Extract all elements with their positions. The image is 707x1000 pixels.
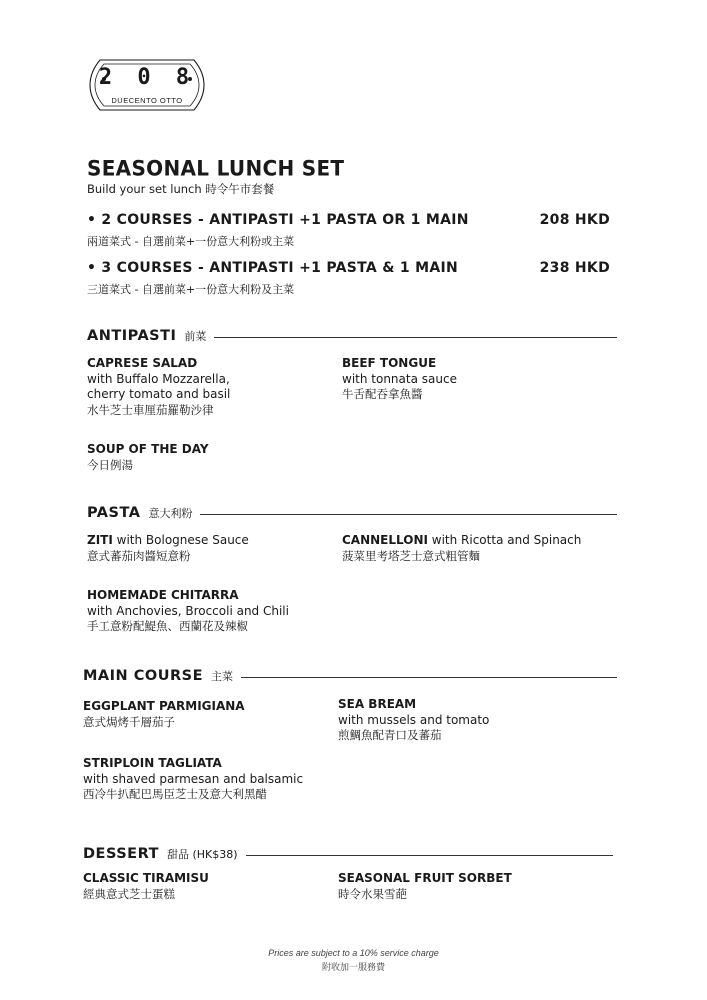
item-zh: 煎鯛魚配青口及蕃茄 (338, 728, 442, 742)
item-zh: 水牛芝士車厘茄羅勒沙律 (87, 402, 214, 417)
item-name: CANNELLONI (342, 533, 428, 547)
item-desc: with tonnata sauce (342, 371, 457, 386)
item-zh: 牛舌配吞拿魚醬 (342, 387, 423, 401)
section-pasta (87, 505, 617, 521)
section-dessert-zh: 甜品 (HK$38) (167, 848, 238, 861)
item-line (342, 533, 581, 549)
menu-item-sea-bream (338, 697, 489, 744)
menu-item-soup-of-the-day (87, 442, 209, 473)
item-name: SEA BREAM (338, 697, 417, 711)
page-title: SEASONAL LUNCH SET (87, 155, 345, 181)
item-zh: 經典意式芝士蛋糕 (83, 886, 175, 901)
section-pasta-name: PASTA (87, 505, 141, 521)
restaurant-logo (86, 54, 208, 116)
item-desc: with Bolognese Sauce (112, 533, 249, 547)
item-name: CAPRESE SALAD (87, 356, 198, 370)
section-divider (246, 855, 613, 856)
menu-item-eggplant-parmigiana (83, 699, 245, 730)
set-2-courses-zh: 兩道菜式 - 自選前菜+一份意大利粉或主菜 (87, 235, 295, 248)
menu-item-classic-tiramisu (83, 871, 209, 902)
section-antipasti-zh: 前菜 (184, 330, 207, 343)
item-name: ZITI (87, 533, 113, 547)
menu-item-ziti (87, 533, 249, 564)
menu-item-homemade-chitarra (87, 588, 289, 635)
page-subtitle: Build your set lunch 時令午市套餐 (87, 182, 275, 196)
set-2-courses-label: • 2 COURSES - ANTIPASTI +1 PASTA OR 1 MAIN (87, 212, 469, 228)
section-main-course (83, 668, 617, 684)
item-desc: with Buffalo Mozzarella, (87, 371, 230, 386)
item-zh: 西冷牛扒配巴馬臣芝士及意大利黑醋 (83, 787, 267, 801)
item-zh: 意式蕃茄肉醬短意粉 (87, 548, 191, 563)
logo-number: 2 0 8 (98, 65, 196, 90)
section-antipasti-name: ANTIPASTI (87, 328, 177, 344)
footer-en: Prices are subject to a 10% service charge (268, 948, 439, 958)
section-antipasti (87, 328, 617, 344)
section-main-name: MAIN COURSE (83, 668, 203, 684)
item-desc: with shaved parmesan and balsamic (83, 771, 304, 786)
item-line (87, 533, 249, 549)
item-name: EGGPLANT PARMIGIANA (83, 699, 245, 713)
item-zh: 今日例湯 (87, 457, 133, 472)
footer-zh: 附收加一服務費 (321, 963, 385, 973)
menu-item-seasonal-fruit-sorbet (338, 871, 512, 902)
item-zh: 意式焗烤千層茄子 (83, 714, 175, 729)
item-zh: 時令水果雪葩 (338, 886, 407, 901)
item-desc: with mussels and tomato (338, 712, 490, 727)
section-dessert-name: DESSERT (83, 846, 159, 862)
footer-service-charge (0, 948, 707, 973)
section-divider (214, 337, 617, 338)
item-name: SEASONAL FRUIT SORBET (338, 871, 512, 885)
section-divider (241, 677, 617, 678)
item-name: CLASSIC TIRAMISU (83, 871, 209, 885)
item-zh: 手工意粉配鯷魚、西蘭花及辣椒 (87, 619, 248, 633)
logo-subtitle: DUECENTO OTTO (111, 96, 183, 105)
menu-item-beef-tongue (342, 356, 457, 403)
item-name: HOMEMADE CHITARRA (87, 588, 239, 602)
set-2-courses-price: 208 HKD (539, 212, 610, 228)
item-name: STRIPLOIN TAGLIATA (83, 756, 222, 770)
section-main-zh: 主菜 (211, 670, 233, 683)
item-desc: with Ricotta and Spinach (427, 533, 582, 547)
menu-item-caprese-salad (87, 356, 230, 418)
section-divider (200, 514, 617, 515)
item-zh: 菠菜里考塔芝士意式粗管麵 (342, 548, 480, 563)
item-name: BEEF TONGUE (342, 356, 437, 370)
set-3-courses-price: 238 HKD (539, 260, 610, 276)
set-3-courses-zh: 三道菜式 - 自選前菜+一份意大利粉及主菜 (87, 283, 295, 296)
section-pasta-zh: 意大利粉 (148, 507, 193, 520)
menu-item-cannelloni (342, 533, 581, 564)
section-dessert (83, 846, 613, 862)
item-desc: cherry tomato and basil (87, 387, 231, 401)
menu-item-striploin-tagliata (83, 756, 303, 803)
item-desc: with Anchovies, Broccoli and Chili (87, 603, 289, 618)
item-name: SOUP OF THE DAY (87, 442, 209, 456)
set-3-courses-label: • 3 COURSES - ANTIPASTI +1 PASTA & 1 MAIN (87, 260, 458, 276)
